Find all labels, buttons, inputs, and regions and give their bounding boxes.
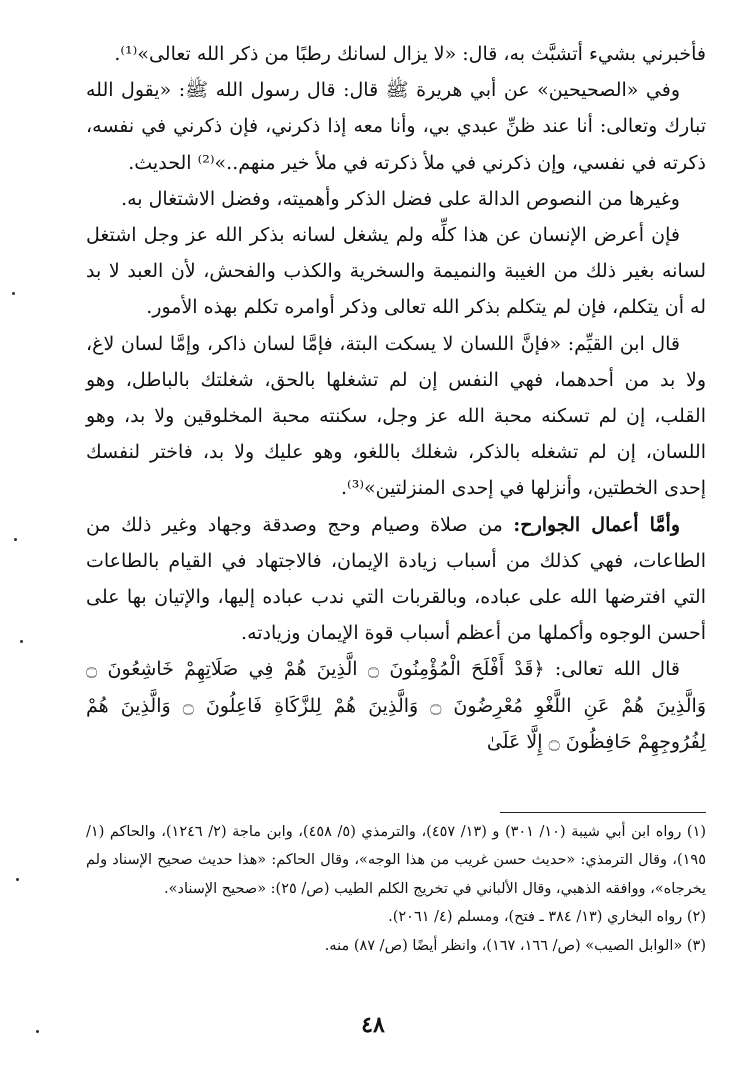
paragraph-4: فإن أعرض الإنسان عن هذا كلِّه ولم يشغل لسانه بذكر الله عز وجل اشتغل لسانه بغير ذلك من الغيبة والنميمة والسخرية والكذب والفحش، لأن العبد لا بد له أن يتكلم، فإن لم يتكلم بذكر الله تعالى وذكر أوامره تكلم بهذه الأمور.: [86, 224, 706, 319]
footnotes: [86, 818, 706, 960]
main-text: [86, 36, 706, 760]
footnote-2: (٢) رواه البخاري (١٣/ ٣٨٤ ـ فتح)، ومسلم (٤/ ٢٠٦١).: [388, 909, 706, 926]
margin-speck: [20, 640, 23, 643]
jawarih-text: من صلاة وصيام وحج وصدقة وجهاد وغير ذلك من الطاعات، فهي كذلك من أسباب زيادة الإيمان، فالاجتهاد في القيام بالطاعات التي افترضها الله على عباده، وبالقربات التي ندب عباده إليها، والإتيان بها على أحسن الوجوه وأكملها من أعظم أسباب قوة الإيمان وزيادته.: [86, 513, 706, 645]
jawarih-heading: وأمَّا أعمال الجوارح:: [513, 513, 680, 536]
paragraph-3: وغيرها من النصوص الدالة على فضل الذكر وأهميته، وفضل الاشتغال به.: [121, 187, 680, 210]
page-number: ٤٨: [361, 1012, 385, 1038]
margin-speck: [12, 292, 15, 295]
footnote-1: (١) رواه ابن أبي شيبة (١٠/ ٣٠١) و (١٣/ ٤٥٧)، والترمذي (٥/ ٤٥٨)، وابن ماجة (٢/ ١٢٤٦)، والحاكم (١/ ١٩٥)، وقال الترمذي: «حديث حسن غريب من هذا الوجه»، وقال الحاكم: «هذا حديث صحيح الإسناد ولم يخرجاه»، ووافقه الذهبي، وقال الألباني في تخريج الكلم الطيب (ص/ ٢٥): «صحيح الإسناد».: [86, 824, 707, 897]
margin-speck: [14, 538, 17, 541]
footnote-divider: [500, 812, 706, 813]
paragraph-5: قال ابن القيِّم: «فإنَّ اللسان لا يسكت البتة، فإمَّا لسان ذاكر، وإمَّا لسان لاغ، ولا بد من أحدهما، فهي النفس إن لم تشغلها بالحق، شغلتك بالباطل، وهو القلب، إن لم تسكنه محبة الله عز وجل، سكنته محبة المخلوقين ولا بد، وهو اللسان، إن لم تشغله بالذكر، شغلك باللغو، وهو عليك ولا بد، فاختر لنفسك إحدى الخطتين، وأنزلها في إحدى المنزلتين»⁽³⁾.: [86, 332, 706, 500]
paragraph-1: فأخبرني بشيء أتشبَّث به، قال: «لا يزال لسانك رطبًا من ذكر الله تعالى»⁽¹⁾.: [114, 43, 706, 65]
paragraph-2: وفي «الصحيحين» عن أبي هريرة ﷺ قال: قال رسول الله ﷺ: «يقول الله تبارك وتعالى: أنا عند ظنِّ عبدي بي، وأنا معه إذا ذكرني، فإن ذكرني في نفسه، ذكرته في نفسي، وإن ذكرني في ملأ ذكرته في ملأ خير منهم..»⁽²⁾ الحديث.: [86, 79, 706, 174]
margin-speck: [36, 1030, 39, 1033]
footnote-3: (٣) «الوابل الصيب» (ص/ ١٦٦، ١٦٧)، وانظر أيضًا (ص/ ٨٧) منه.: [324, 937, 706, 954]
margin-speck: [16, 878, 19, 881]
quran-verse: قال الله تعالى: ﴿قَدْ أَفْلَحَ الْمُؤْمِنُونَ ۝ الَّذِينَ هُمْ فِي صَلَاتِهِمْ خَاشِعُونَ ۝ وَالَّذِينَ هُمْ عَنِ اللَّغْوِ مُعْرِضُونَ ۝ وَالَّذِينَ هُمْ لِلزَّكَاةِ فَاعِلُونَ ۝ وَالَّذِينَ هُمْ لِفُرُوجِهِمْ حَافِظُونَ ۝ إِلَّا عَلَىٰ: [86, 658, 706, 753]
paragraph-6: [86, 507, 706, 652]
